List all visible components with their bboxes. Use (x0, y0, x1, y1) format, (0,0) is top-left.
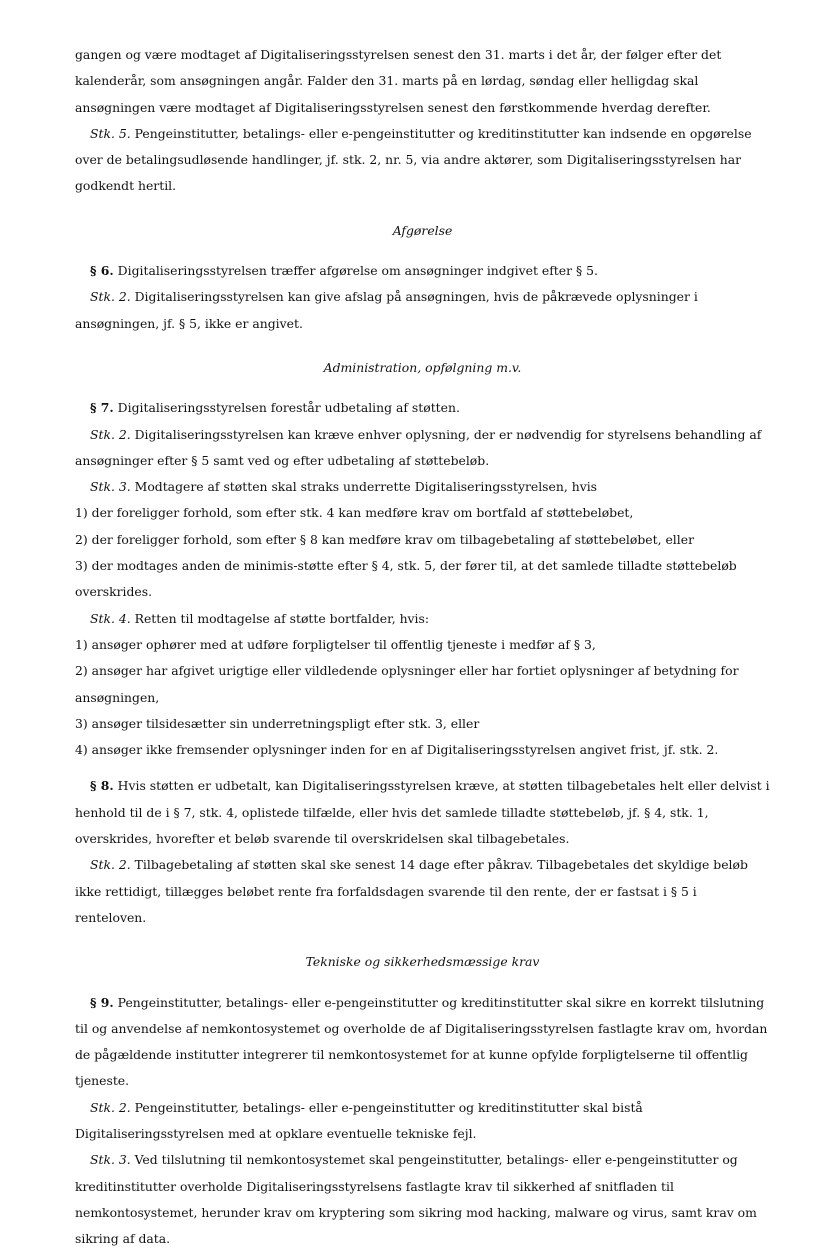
heading-tekniske-krav: Tekniske og sikkerhedsmæssige krav (305, 954, 540, 970)
section-7-stk2-text: Digitaliseringsstyrelsen kan kræve enhver oplysning, der er nødvendig for styrelsens behandling af ansøgninger efter § 5 samt ved og efter udbetaling af støttebeløb. (75, 426, 762, 468)
section-9-label: § 9. (90, 994, 114, 1010)
intro-paragraph: gangen og være modtaget af Digitaliseringsstyrelsen senest den 31. marts i det år, der følger efter det kalenderår, som ansøgningen angår. Falder den 31. marts på en lørdag, søndag eller helligdag skal ansøgningen være modtaget af Digitaliseringsstyrelsen senest den førstkommende hverdag derefter. (75, 47, 722, 115)
section-6-label: § 6. (90, 263, 114, 279)
section-9-text: Pengeinstitutter, betalings- eller e-pengeinstitutter og kreditinstitutter skal sikre en korrekt tilslutning til og anvendelse af nemkontosystemet og overholde de af Digitaliseringsstyrelsen fastlagte krav om, hvordan de pågældende institutter integrerer til nemkontosystemet for at kunne opfylde forpligtelserne til offentlig tjeneste. (75, 994, 768, 1089)
section-8-stk2-label: Stk. 2. (90, 857, 131, 873)
section-9-stk3-label: Stk. 3. (90, 1152, 131, 1168)
section-6-stk2-label: Stk. 2. (90, 289, 131, 305)
section-7-stk3-label: Stk. 3. (90, 479, 131, 495)
section-6-stk2 (75, 284, 770, 337)
section-8-label: § 8. (90, 778, 114, 794)
section-7-stk3 (75, 474, 770, 500)
section-7-stk3-text: Modtagere af støtten skal straks underrette Digitaliseringsstyrelsen, hvis (130, 479, 598, 495)
document-page (75, 42, 770, 1252)
section-8-text: Hvis støtten er udbetalt, kan Digitaliseringsstyrelsen kræve, at støtten tilbagebetales helt eller delvist i henhold til de i § 7, stk. 4, oplistede tilfælde, eller hvis det samlede tilladte støttebeløb, jf. § 4, stk. 1, overskrides, hvorefter et beløb svarende til overskridelsen skal tilbagebetales. (75, 778, 770, 847)
heading-administration: Administration, opfølgning m.v. (323, 359, 522, 375)
list-item: 1) der foreligger forhold, som efter stk. 4 kan medføre krav om bortfald af støttebeløbet, (75, 505, 634, 521)
section-8 (75, 773, 770, 852)
list-item: 1) ansøger ophører med at udføre forpligtelser til offentlig tjeneste i medfør af § 3, (75, 636, 596, 652)
section-9-stk2 (75, 1095, 770, 1148)
section-7-text: Digitaliseringsstyrelsen forestår udbetaling af støtten. (113, 400, 460, 416)
section-7-label: § 7. (90, 400, 114, 416)
heading-afgoerelse: Afgørelse (392, 222, 453, 238)
section-7-stk4-label: Stk. 4. (90, 610, 131, 626)
list-item: 4) ansøger ikke fremsender oplysninger inden for en af Digitaliseringsstyrelsen angivet frist, jf. stk. 2. (75, 742, 719, 758)
section-6 (75, 258, 770, 284)
section-8-stk2 (75, 852, 770, 931)
stk5-paragraph (75, 121, 770, 200)
section-7-stk2 (75, 422, 770, 475)
section-9-stk3-text: Ved tilslutning til nemkontosystemet skal pengeinstitutter, betalings- eller e-pengeinstitutter og kreditinstitutter overholde Digitaliseringsstyrelsens fastlagte krav til sikkerhed af snitfladen til nemkontosystemet, herunder krav om kryptering som sikring mod hacking, malware og virus, samt krav om sikring af data. (75, 1152, 757, 1247)
list-item: 2) ansøger har afgivet urigtige eller vildledende oplysninger eller har fortiet oplysninger af betydning for ansøgningen, (75, 663, 739, 705)
stk5-text: Pengeinstitutter, betalings- eller e-pengeinstitutter og kreditinstitutter kan indsende en opgørelse over de betalingsudløsende handlinger, jf. stk. 2, nr. 5, via andre aktører, som Digitaliseringsstyrelsen har godkendt hertil. (75, 125, 752, 194)
stk5-label: Stk. 5. (90, 125, 131, 141)
section-9-stk2-text: Pengeinstitutter, betalings- eller e-pengeinstitutter og kreditinstitutter skal bistå Digitaliseringsstyrelsen med at opklare eventuelle tekniske fejl. (75, 1099, 643, 1141)
section-9-stk3 (75, 1147, 770, 1252)
section-6-stk2-text: Digitaliseringsstyrelsen kan give afslag på ansøgningen, hvis de påkrævede oplysninger i ansøgningen, jf. § 5, ikke er angivet. (75, 289, 698, 331)
section-7-stk4 (75, 606, 770, 632)
section-7-stk2-label: Stk. 2. (90, 426, 131, 442)
section-7 (75, 395, 770, 421)
section-9 (75, 990, 770, 1095)
section-7-stk4-text: Retten til modtagelse af støtte bortfalder, hvis: (130, 610, 430, 626)
section-6-text: Digitaliseringsstyrelsen træffer afgørelse om ansøgninger indgivet efter § 5. (113, 263, 598, 279)
list-item: 3) ansøger tilsidesætter sin underretningspligt efter stk. 3, eller (75, 715, 480, 731)
list-item: 2) der foreligger forhold, som efter § 8 kan medføre krav om tilbagebetaling af støttebeløbet, eller (75, 531, 694, 547)
list-item: 3) der modtages anden de minimis-støtte efter § 4, stk. 5, der fører til, at det samlede tilladte støttebeløb overskrides. (75, 558, 737, 600)
section-8-stk2-text: Tilbagebetaling af støtten skal ske senest 14 dage efter påkrav. Tilbagebetales det skyldige beløb ikke rettidigt, tillægges beløbet rente fra forfaldsdagen svarende til den rente, der er fastsat i § 5 i renteloven. (75, 857, 748, 925)
section-9-stk2-label: Stk. 2. (90, 1099, 131, 1115)
